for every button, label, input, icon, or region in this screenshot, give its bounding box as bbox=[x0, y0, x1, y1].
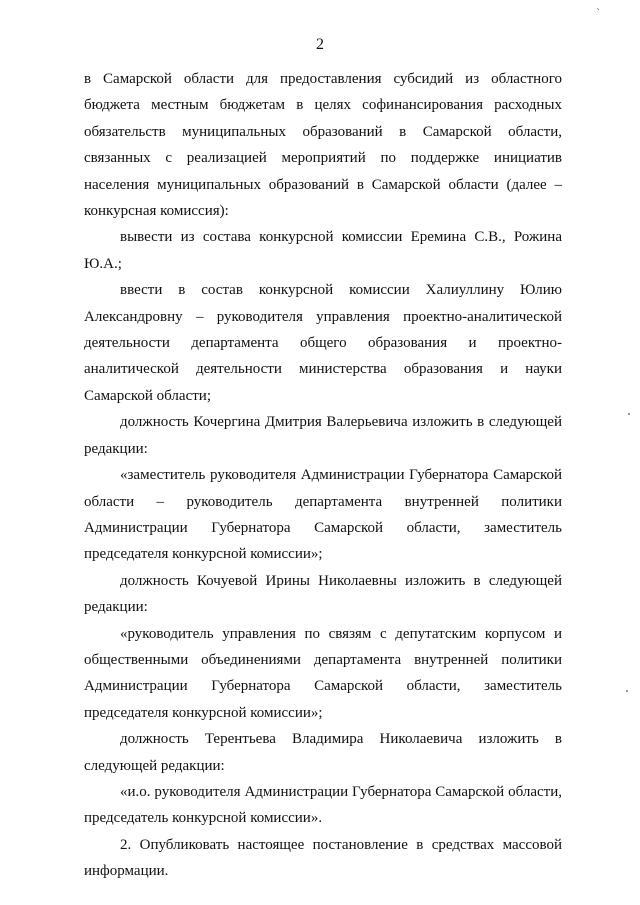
paragraph: ввести в состав конкурсной комиссии Халиуллину Юлию Александровну – руководителя управления проектно-аналитической деятельности департамента общего образования и проектно-аналитической деятельности министерства образования и науки Самарской области; bbox=[84, 282, 562, 404]
paragraph: «заместитель руководителя Администрации Губернатора Самарской области – руководитель департамента внутренней политики Администрации Губернатора Самарской области, заместитель председателя конкурсной комиссии»; bbox=[84, 467, 562, 563]
paragraph: должность Кочуевой Ирины Николаевны изложить в следующей редакции: bbox=[84, 572, 562, 616]
scan-speck: ` bbox=[596, 8, 601, 19]
paragraph: в Самарской области для предоставления субсидий из областного бюджета местным бюджетам в целях софинансирования расходных обязательств муниципальных образований в Самарской области, связанных с реализацией мероприятий по поддержке инициатив населения муниципальных образований в Самарской области (далее – конкурсная комиссия): bbox=[84, 71, 562, 220]
paragraph: «и.о. руководителя Администрации Губернатора Самарской области, председатель конкурсной комиссии». bbox=[84, 783, 562, 827]
paragraph: «руководитель управления по связям с депутатским корпусом и общественными объединениями департамента внутренней политики Администрации Губернатора Самарской области, заместитель председателя конкурсной комиссии»; bbox=[84, 625, 562, 721]
scan-speck bbox=[628, 413, 630, 415]
paragraph: 2. Опубликовать настоящее постановление в средствах массовой информации. bbox=[84, 836, 562, 880]
document-body bbox=[84, 66, 562, 885]
paragraph: должность Кочергина Дмитрия Валерьевича изложить в следующей редакции: bbox=[84, 414, 562, 457]
paragraph: вывести из состава конкурсной комиссии Еремина С.В., Рожина Ю.А.; bbox=[84, 229, 562, 272]
page-number: 2 bbox=[316, 36, 324, 53]
scan-speck bbox=[626, 690, 628, 692]
paragraph: должность Терентьева Владимира Николаевича изложить в следующей редакции: bbox=[84, 731, 562, 774]
